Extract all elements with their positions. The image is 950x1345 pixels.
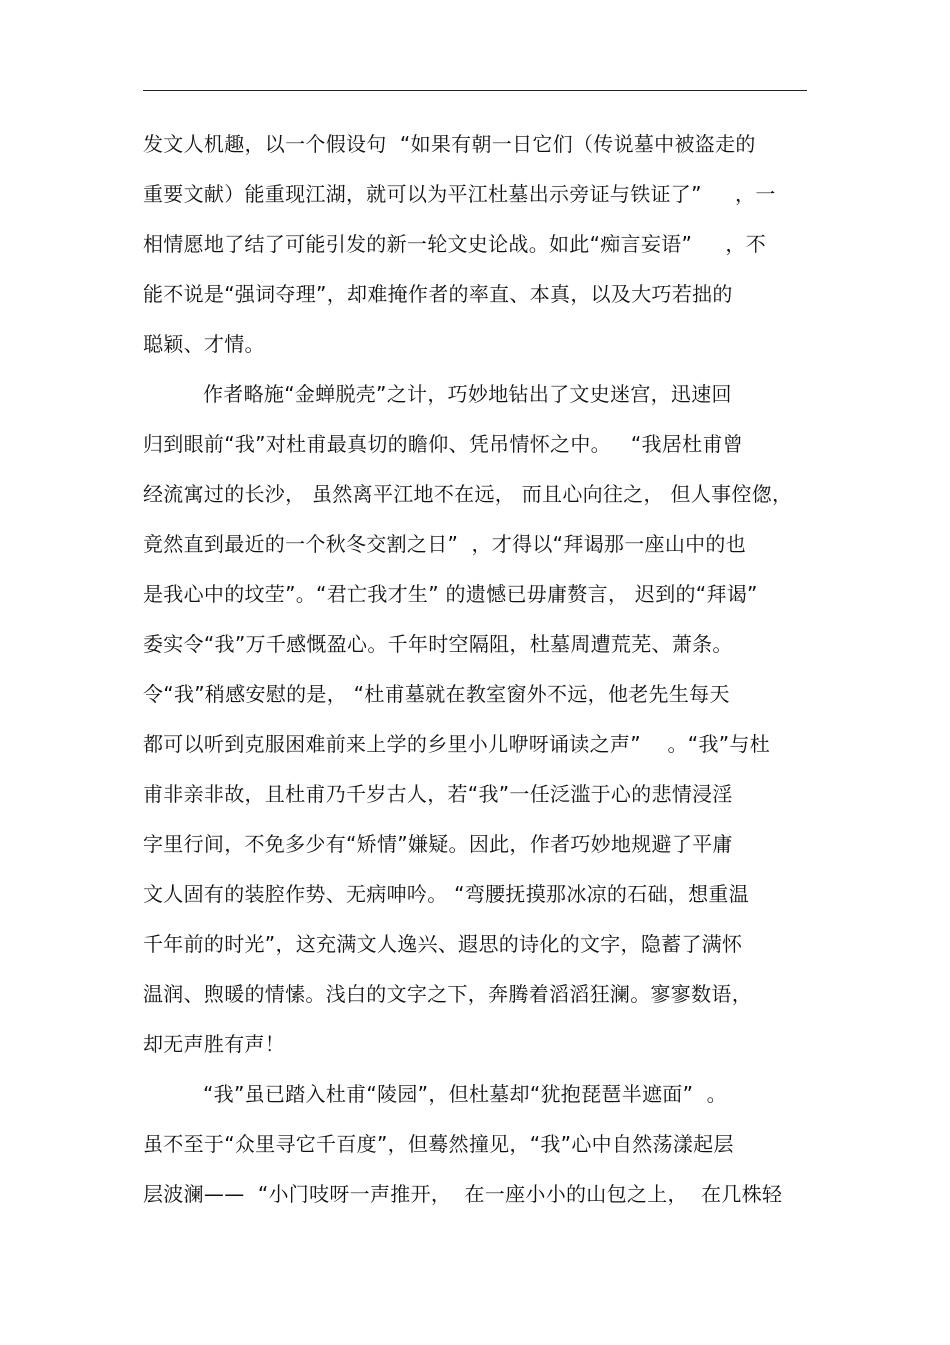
text-line: 温润、煦暖的情愫。浅白的文字之下，奔腾着滔滔狂澜。寥寥数语， bbox=[143, 982, 752, 1006]
text-line: 重要文献）能重现江湖，就可以为平江杜墓出示旁证与铁证了” ，一 bbox=[143, 182, 776, 206]
text-line: 委实令“我”万千感慨盈心。千年时空隔阻，杜墓周遭荒芜、萧条。 bbox=[143, 632, 733, 656]
header-rule bbox=[143, 90, 807, 91]
text-line: 却无声胜有声！ bbox=[143, 1032, 286, 1056]
text-line: 经流寓过的长沙， 虽然离平江地不在远， 而且心向往之， 但人事倥偬， bbox=[143, 482, 793, 506]
text-line: 相情愿地了结了可能引发的新一轮文史论战。如此“痴言妄语” ，不 bbox=[143, 232, 767, 256]
paragraph-first-line: “我”虽已踏入杜甫“陵园”，但杜墓却“犹抱琵琶半遮面” 。 bbox=[203, 1082, 727, 1106]
paragraph-first-line: 作者略施“金蝉脱壳”之计，巧妙地钻出了文史迷宫，迅速回 bbox=[203, 382, 732, 406]
text-line: 都可以听到克服困难前来上学的乡里小儿咿呀诵读之声” 。“我”与杜 bbox=[143, 732, 771, 756]
text-line: 千年前的时光”，这充满文人逸兴、遐思的诗化的文字，隐蓄了满怀 bbox=[143, 932, 743, 956]
text-line: 是我心中的坟茔”。“君亡我才生” 的遗憾已毋庸赘言， 迟到的“拜谒” bbox=[143, 582, 758, 606]
text-line: 能不说是“强词夺理”，却难掩作者的率直、本真，以及大巧若拙的 bbox=[143, 282, 733, 306]
text-line: 虽不至于“众里寻它千百度”，但蓦然撞见，“我”心中自然荡漾起层 bbox=[143, 1132, 734, 1156]
text-line: 甫非亲非故，且杜甫乃千岁古人，若“我”一任泛滥于心的悲情浸淫 bbox=[143, 782, 733, 806]
text-line: 令“我”稍感安慰的是， “杜甫墓就在教室窗外不远，他老先生每天 bbox=[143, 682, 730, 706]
text-line: 发文人机趣，以一个假设句 “如果有朝一日它们（传说墓中被盗走的 bbox=[143, 132, 756, 156]
text-line: 归到眼前“我”对杜甫最真切的瞻仰、凭吊情怀之中。 “我居杜甫曾 bbox=[143, 432, 744, 456]
text-line: 聪颖、才情。 bbox=[143, 332, 265, 356]
text-line: 字里行间，不免多少有“矫情”嫌疑。因此，作者巧妙地规避了平庸 bbox=[143, 832, 733, 856]
text-line: 层波澜—— “小门吱呀一声推开， 在一座小小的山包之上， 在几株轻 bbox=[143, 1182, 783, 1206]
text-line: 文人固有的装腔作势、无病呻吟。 “弯腰抚摸那冰凉的石础，想重温 bbox=[143, 882, 750, 906]
text-line: 竟然直到最近的一个秋冬交割之日” ，才得以“拜谒那一座山中的也 bbox=[143, 532, 747, 556]
